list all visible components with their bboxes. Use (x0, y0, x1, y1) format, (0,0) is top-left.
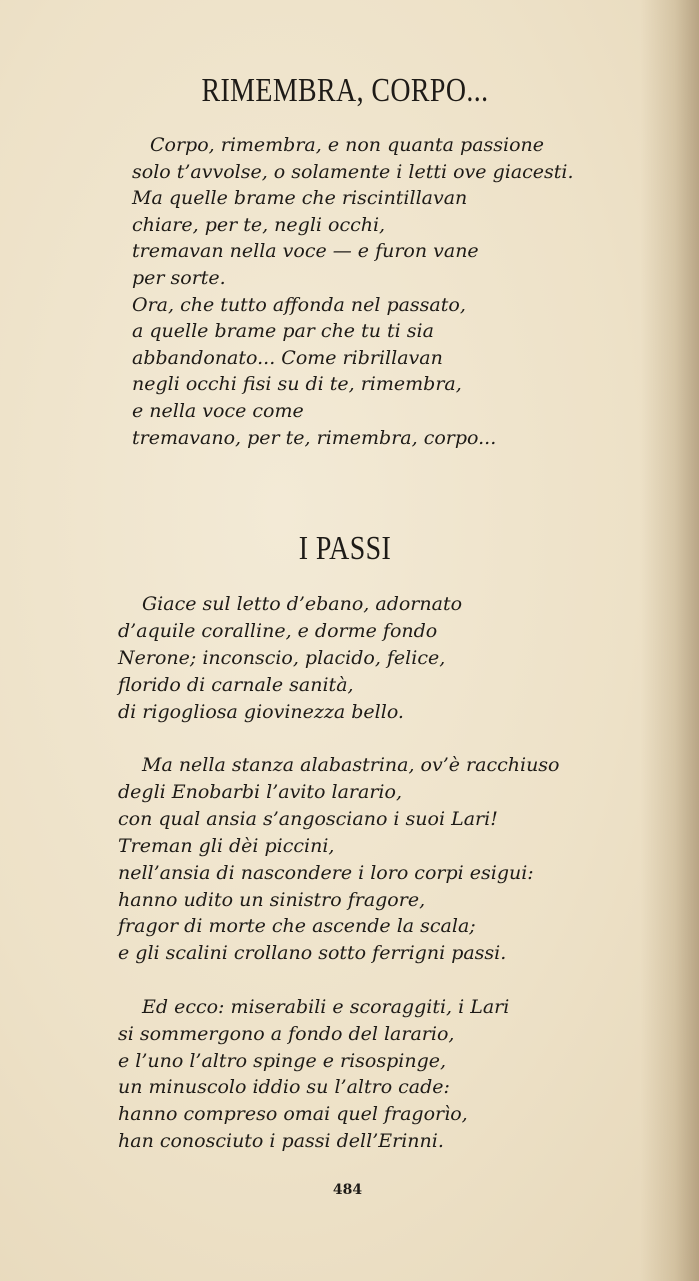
poem-line: Ma nella stanza alabastrina, ov’è racchiuso (142, 754, 560, 776)
poem-line: Treman gli dèi piccini, (118, 834, 335, 857)
poem-line: nell’ansia di nascondere i loro corpi esigui: (118, 861, 534, 884)
poem-line: chiare, per te, negli occhi, (132, 213, 386, 236)
poem-line: han conosciuto i passi dell’Erinni. (118, 1130, 444, 1153)
poem-line: tremavan nella voce — e furon vane (132, 240, 479, 263)
poem-line: a quelle brame par che tu ti sia (132, 320, 434, 343)
poem-line: Nerone; inconscio, placido, felice, (118, 646, 446, 669)
poem-line: e nella voce come (132, 400, 304, 422)
poem-line: solo t’avvolse, o solamente i letti ove giacesti. (132, 160, 574, 183)
poem-line: hanno udito un sinistro fragore, (118, 888, 426, 911)
poem-line: Giace sul letto d’ebano, adornato (142, 593, 463, 615)
poem-line: negli occhi fisi su di te, rimembra, (132, 373, 462, 396)
poem-line: e gli scalini crollano sotto ferrigni passi. (118, 942, 507, 965)
page-number (0, 1182, 699, 1198)
poem-line: e l’uno l’altro spinge e risospinge, (118, 1049, 447, 1072)
poem-line: Ora, che tutto affonda nel passato, (132, 293, 466, 316)
poem-line: Ed ecco: miserabili e scoraggiti, i Lari (142, 995, 510, 1018)
poem-line: per sorte. (132, 267, 226, 289)
poem-line: di rigogliosa giovinezza bello. (118, 700, 404, 723)
poem-line: si sommergono a fondo del larario, (118, 1022, 455, 1045)
poem-line: fragor di morte che ascende la scala; (118, 915, 476, 938)
poem-line: tremavano, per te, rimembra, corpo... (132, 426, 497, 449)
page-number-text: 484 (332, 1182, 363, 1198)
poem-line: Ma quelle brame che riscintillavan (132, 187, 468, 210)
poem-line: Corpo, rimembra, e non quanta passione (150, 134, 545, 156)
poem-line: d’aquile coralline, e dorme fondo (118, 619, 438, 642)
poem-line: un minuscolo iddio su l’altro cade: (118, 1076, 450, 1099)
poem-line: abbandonato... Come ribrillavan (132, 346, 443, 369)
poem-line: con qual ansia s’angosciano i suoi Lari! (118, 807, 498, 830)
poem-title-rimembra-corpo: RIMEMBRA, CORPO... (201, 72, 489, 109)
poem-title-i-passi: I PASSI (298, 530, 392, 567)
poem-line: hanno compreso omai quel fragorìo, (118, 1103, 468, 1126)
poem-line: florido di carnale sanità, (118, 673, 354, 696)
poem-line: degli Enobarbi l’avito larario, (118, 780, 402, 803)
